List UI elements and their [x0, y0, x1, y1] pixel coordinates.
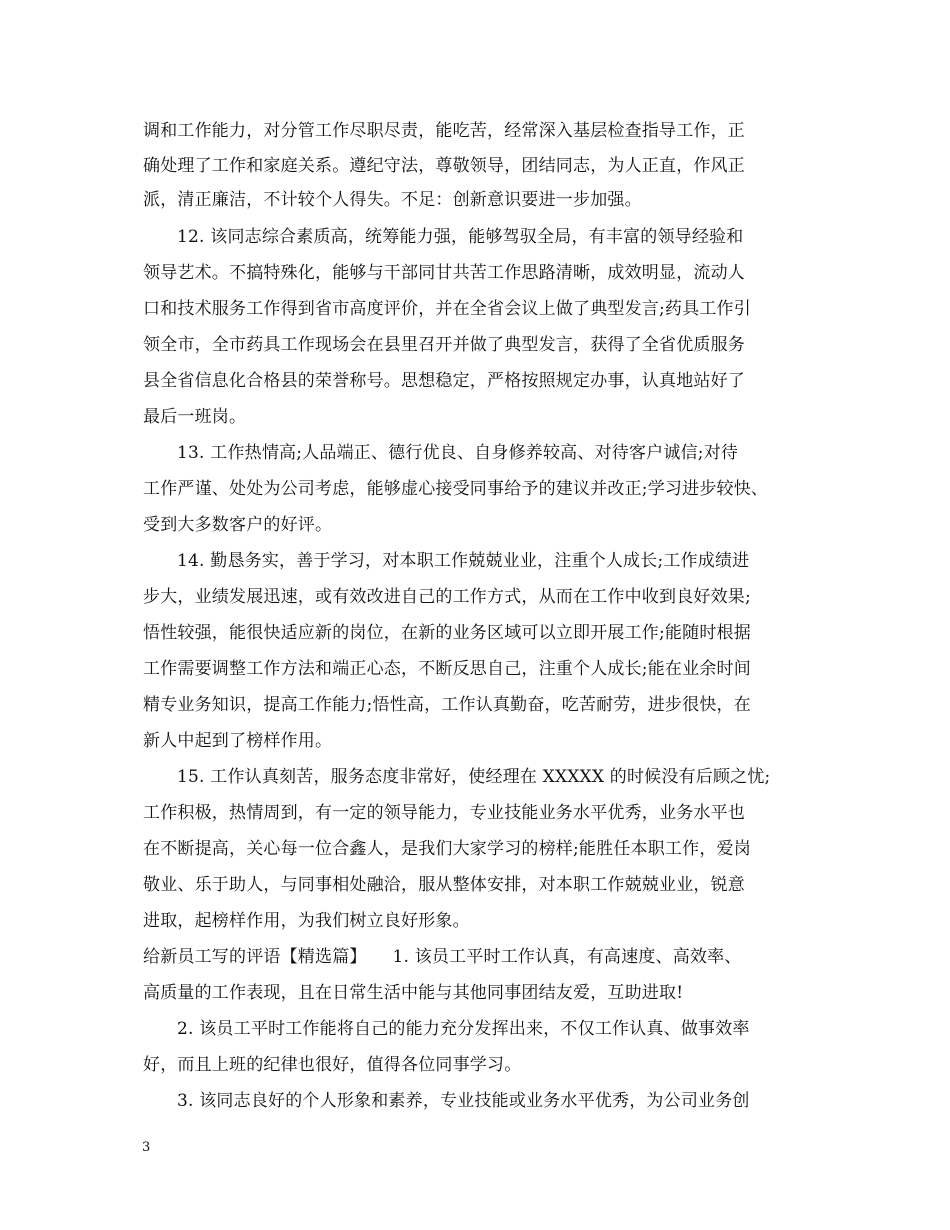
text-line: 领全市，全市药具工作现场会在县里召开并做了典型发言，获得了全省优质服务: [143, 335, 745, 355]
text-line: 工作积极，热情周到，有一定的领导能力，专业技能业务水平优秀，业务水平也: [143, 803, 745, 823]
text-line: 高质量的工作表现，且在日常生活中能与其他同事团结友爱，互助进取!: [143, 983, 684, 1003]
text-line: 13. 工作热情高;人品端正、德行优良、自身修养较高、对待客户诚信;对待: [177, 443, 739, 463]
text-line: 调和工作能力，对分管工作尽职尽责，能吃苦，经常深入基层检查指导工作，正: [143, 121, 745, 141]
text-line: 派，清正廉洁，不计较个人得失。不足：创新意识要进一步加强。: [143, 190, 642, 210]
text-line: 最后一班岗。: [143, 407, 247, 427]
text-line: 15. 工作认真刻苦，服务态度非常好，使经理在 XXXXX 的时候没有后顾之忧;: [177, 767, 771, 787]
text-line: 受到大多数客户的好评。: [143, 515, 333, 535]
text-line: 进取，起榜样作用，为我们树立良好形象。: [143, 911, 470, 931]
text-line: 新人中起到了榜样作用。: [143, 731, 333, 751]
text-line: 工作严谨、处处为公司考虑，能够虚心接受同事给予的建议并改正;学习进步较快、: [143, 479, 769, 499]
text-line: 在不断提高，关心每一位合鑫人，是我们大家学习的榜样;能胜任本职工作，爱岗: [143, 839, 751, 859]
text-line: 3. 该同志良好的个人形象和素养，专业技能或业务水平优秀，为公司业务创: [177, 1091, 750, 1111]
text-line: 领导艺术。不搞特殊化，能够与干部同甘共苦工作思路清晰，成效明显，流动人: [143, 263, 745, 283]
text-line: 精专业务知识，提高工作能力;悟性高，工作认真勤奋，吃苦耐劳，进步很快，在: [143, 695, 751, 715]
text-line: 工作需要调整工作方法和端正心态，不断反思自己，注重个人成长;能在业余时间: [143, 659, 751, 679]
text-line: 确处理了工作和家庭关系。遵纪守法，尊敬领导，团结同志，为人正直，作风正: [143, 156, 745, 176]
text-line: 口和技术服务工作得到省市高度评价，并在全省会议上做了典型发言;药具工作引: [143, 299, 751, 319]
text-line: 悟性较强，能很快适应新的岗位，在新的业务区域可以立即开展工作;能随时根据: [143, 623, 751, 643]
text-line: 14. 勤恳务实，善于学习，对本职工作兢兢业业，注重个人成长;工作成绩进: [177, 551, 750, 571]
text-line: 步大，业绩发展迅速，或有效改进自己的工作方式，从而在工作中收到良好效果;: [143, 587, 751, 607]
text-line: 12. 该同志综合素质高，统筹能力强，能够驾驭全局，有丰富的领导经验和: [177, 227, 744, 247]
text-line: 敬业、乐于助人，与同事相处融洽，服从整体安排，对本职工作兢兢业业，锐意: [143, 875, 745, 895]
text-line: 给新员工写的评语【精选篇】 1. 该员工平时工作认真，有高速度、高效率、: [143, 947, 742, 967]
text-line: 2. 该员工平时工作能将自己的能力充分发挥出来，不仅工作认真、做事效率: [177, 1019, 750, 1039]
text-line: 县全省信息化合格县的荣誉称号。思想稳定，严格按照规定办事，认真地站好了: [143, 371, 745, 391]
text-line: 好，而且上班的纪律也很好，值得各位同事学习。: [143, 1055, 522, 1075]
page-number: 3: [142, 1140, 151, 1155]
